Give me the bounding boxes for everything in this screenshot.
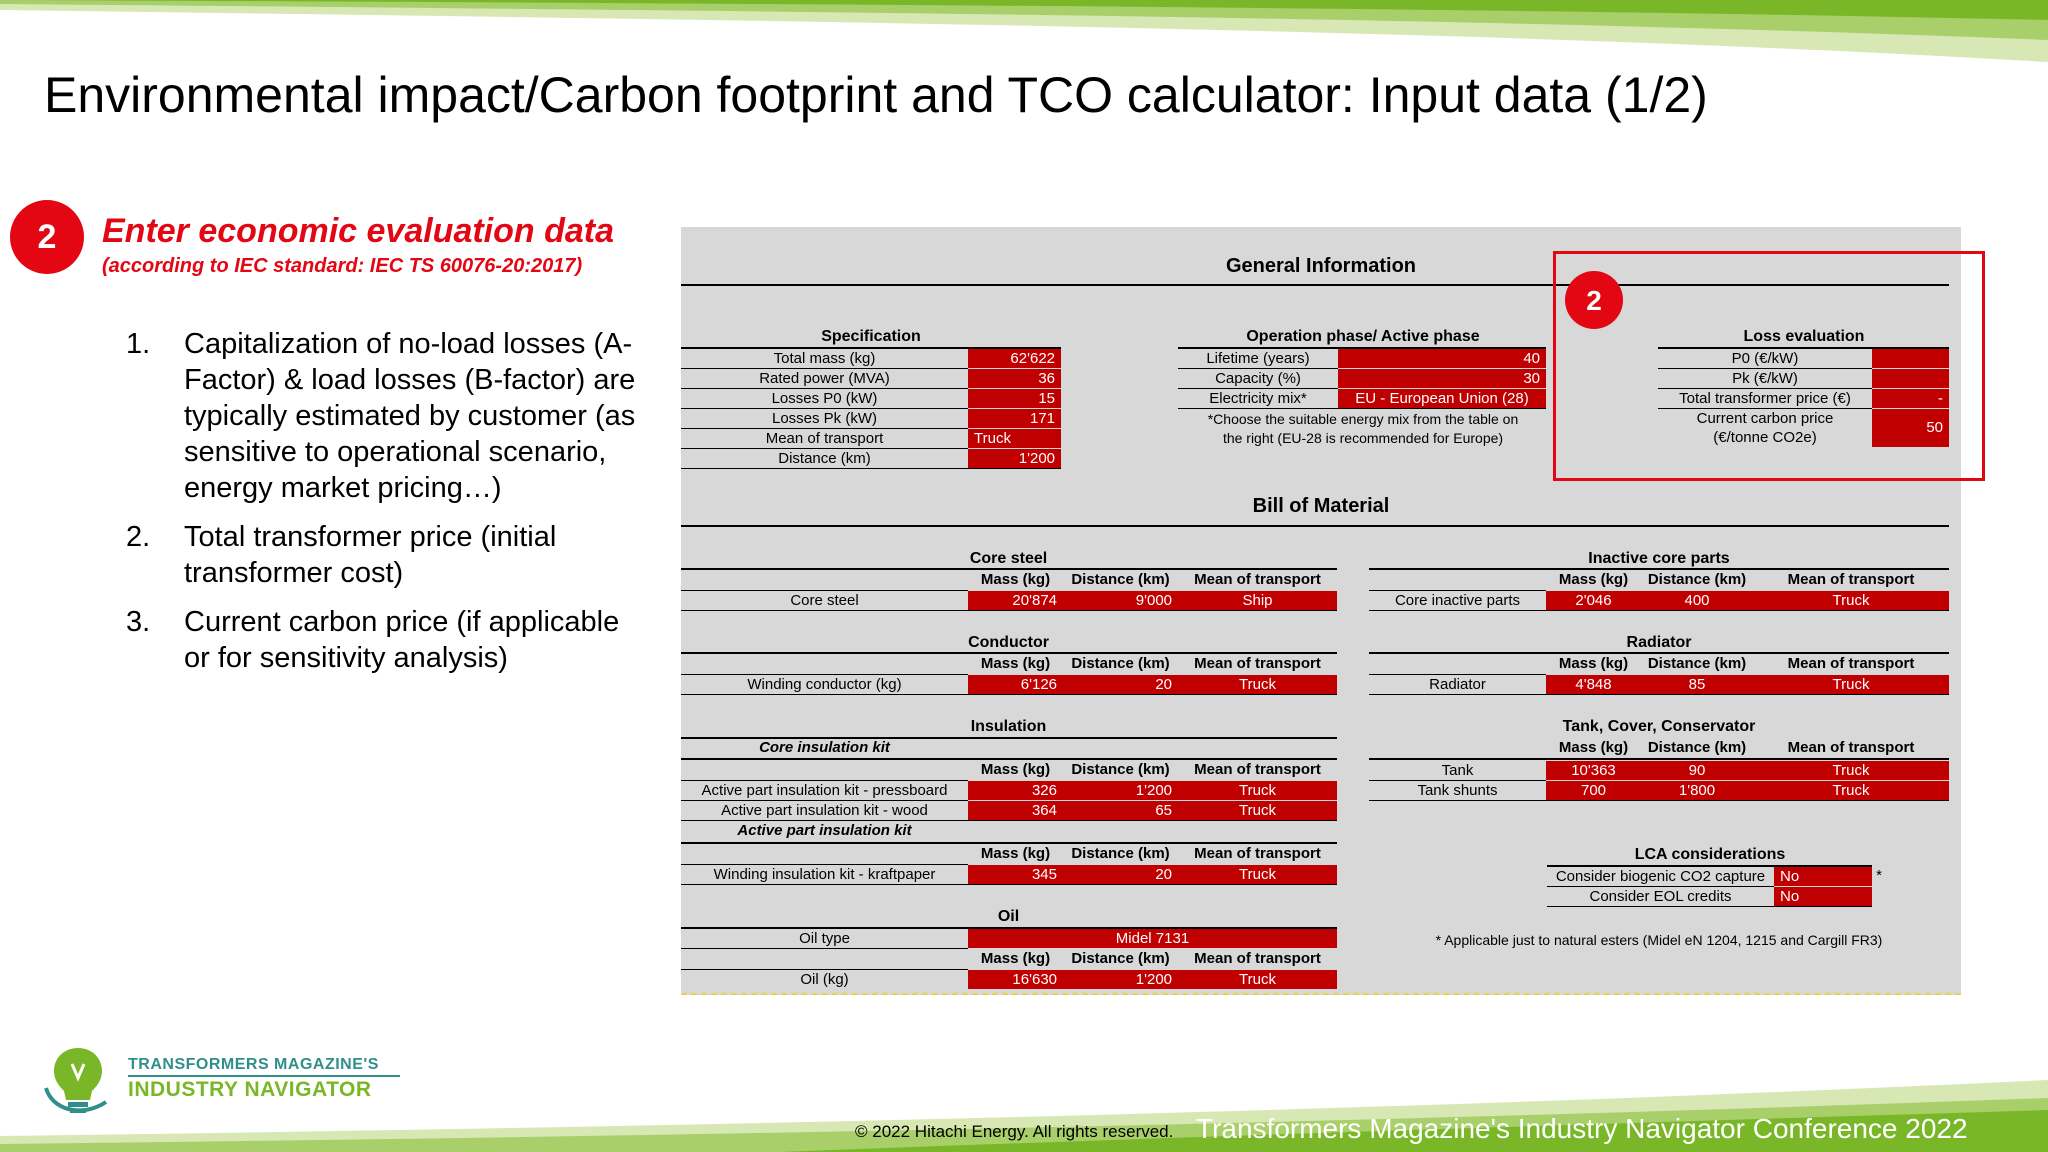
distance-header: Distance (km) [1071, 950, 1170, 967]
transport-header: Mean of transport [1787, 739, 1915, 756]
bom-distance[interactable]: 85 [1641, 675, 1753, 694]
bom-transport[interactable]: Truck [1753, 591, 1949, 610]
slide-title: Environmental impact/Carbon footprint and TCO calculator: Input data (1/2) [44, 67, 1708, 123]
transport-header: Mean of transport [1194, 845, 1321, 862]
distance-header: Distance (km) [1071, 845, 1170, 862]
spec-label: Losses P0 (kW) [771, 390, 878, 407]
lightbulb-icon [42, 1044, 114, 1120]
bill-of-material-title: Bill of Material [1252, 495, 1390, 517]
transport-header: Mean of transport [1194, 655, 1321, 672]
section-subheading: (according to IEC standard: IEC TS 60076-20:2017) [102, 255, 583, 277]
mass-header: Mass (kg) [1558, 655, 1629, 672]
conference-name: Transformers Magazine's Industry Navigator Conference 2022 [1196, 1113, 1968, 1144]
operation-value[interactable]: 30 [1338, 369, 1546, 388]
spec-value[interactable]: 15 [968, 389, 1061, 408]
distance-header: Distance (km) [1071, 761, 1170, 778]
bom-mass[interactable]: 10'363 [1546, 761, 1641, 780]
transport-header: Mean of transport [1194, 571, 1321, 588]
bom-distance[interactable]: 20 [1063, 865, 1178, 884]
insulation-title: Insulation [970, 718, 1047, 735]
bom-row-label: Tank shunts [1417, 782, 1498, 799]
step-badge: 2 [10, 200, 84, 274]
spec-value[interactable]: 62'622 [968, 349, 1061, 368]
bom-row-label: Winding conductor (kg) [747, 676, 902, 693]
bom-distance[interactable]: 1'200 [1063, 781, 1178, 800]
carbon-price-unit: (€/tonne CO2e) [1713, 429, 1817, 446]
bom-transport[interactable]: Truck [1178, 801, 1337, 820]
bom-distance[interactable]: 90 [1641, 761, 1753, 780]
mass-header: Mass (kg) [980, 845, 1051, 862]
transport-header: Mean of transport [1194, 950, 1321, 967]
bom-transport[interactable]: Truck [1753, 781, 1949, 800]
bom-row-label: Active part insulation kit - wood [721, 802, 928, 819]
list-number: 1. [126, 328, 151, 360]
loss-evaluation-highlight-box [1553, 251, 1985, 481]
spec-label: Rated power (MVA) [759, 370, 890, 387]
list-number: 2. [126, 521, 151, 553]
bom-mass[interactable]: 345 [968, 865, 1063, 884]
bom-row-label: Winding insulation kit - kraftpaper [713, 866, 936, 883]
spec-label: Total mass (kg) [773, 350, 876, 367]
mass-header: Mass (kg) [980, 950, 1051, 967]
bom-distance[interactable]: 9'000 [1063, 591, 1178, 610]
list-text: Total transformer price (initial transformer cost) [184, 521, 557, 589]
list-text: Current carbon price (if applicable or for sensitivity analysis) [184, 606, 620, 674]
bom-mass[interactable]: 364 [968, 801, 1063, 820]
bom-mass[interactable]: 2'046 [1546, 591, 1641, 610]
operation-label: Electricity mix* [1209, 390, 1307, 407]
list-number: 3. [126, 606, 151, 638]
bom-mass[interactable]: 6'126 [968, 675, 1063, 694]
transport-header: Mean of transport [1194, 761, 1321, 778]
bom-transport[interactable]: Truck [1178, 970, 1337, 989]
spec-value[interactable]: Truck [968, 429, 1061, 448]
conductor-title: Conductor [968, 634, 1049, 651]
operation-note: *Choose the suitable energy mix from the table on [1207, 411, 1519, 427]
oil-type-label: Oil type [799, 930, 850, 947]
spec-value[interactable]: 171 [968, 409, 1061, 428]
list-text: Capitalization of no-load losses (A-Factor) & load losses (B-factor) are typically estimated by customer (as sensitive to operational scenario, energy market pricing…) [184, 328, 636, 504]
distance-header: Distance (km) [1647, 739, 1747, 756]
loss-label: Pk (€/kW) [1732, 370, 1798, 387]
operation-value[interactable]: 40 [1338, 349, 1546, 368]
spec-value[interactable]: 1'200 [968, 449, 1061, 468]
operation-label: Lifetime (years) [1206, 350, 1310, 367]
spec-value[interactable]: 36 [968, 369, 1061, 388]
top-wave-decoration [0, 0, 2048, 70]
core-insulation-subtitle: Core insulation kit [759, 739, 890, 756]
bom-mass[interactable]: 4'848 [1546, 675, 1641, 694]
distance-header: Distance (km) [1647, 571, 1747, 588]
eol-credits-select[interactable]: No [1774, 887, 1872, 906]
carbon-price-label: Current carbon price [1696, 410, 1834, 427]
loss-label: P0 (€/kW) [1731, 350, 1799, 367]
loss-label: Total transformer price (€) [1679, 390, 1851, 407]
transport-header: Mean of transport [1787, 571, 1915, 588]
radiator-title: Radiator [1626, 634, 1692, 651]
operation-note: the right (EU-28 is recommended for Europe) [1222, 430, 1504, 446]
bom-distance[interactable]: 400 [1641, 591, 1753, 610]
bom-row-label: Tank [1441, 762, 1474, 779]
bom-row-label: Core steel [790, 592, 859, 609]
inactive-core-parts-title: Inactive core parts [1588, 550, 1730, 567]
logo-text-top: TRANSFORMERS MAGAZINE'S [128, 1056, 379, 1073]
list-item [126, 604, 646, 676]
lca-note: * Applicable just to natural esters (Midel eN 1204, 1215 and Cargill FR3) [1435, 932, 1883, 948]
list-item [126, 519, 646, 591]
tank-title: Tank, Cover, Conservator [1562, 718, 1756, 735]
spec-label: Losses Pk (kW) [771, 410, 877, 427]
bom-transport[interactable]: Truck [1178, 675, 1337, 694]
distance-header: Distance (km) [1071, 655, 1170, 672]
bom-mass[interactable]: 700 [1546, 781, 1641, 800]
oil-type-select[interactable]: Midel 7131 [968, 929, 1337, 948]
lca-footnote-mark: * [1876, 867, 1882, 884]
numbered-list [126, 326, 646, 689]
mass-header: Mass (kg) [1558, 739, 1629, 756]
mass-header: Mass (kg) [1558, 571, 1629, 588]
copyright-text: © 2022 Hitachi Energy. All rights reserved. [855, 1122, 1174, 1141]
loss-evaluation-title: Loss evaluation [1743, 328, 1865, 345]
industry-navigator-logo [40, 1040, 420, 1120]
electricity-mix-select[interactable]: EU - European Union (28) [1338, 389, 1546, 408]
section-heading: Enter economic evaluation data [102, 212, 615, 250]
specification-title: Specification [821, 328, 921, 345]
mass-header: Mass (kg) [980, 655, 1051, 672]
operation-label: Capacity (%) [1215, 370, 1301, 387]
lca-title: LCA considerations [1634, 846, 1786, 863]
bom-row-label: Core inactive parts [1394, 592, 1521, 609]
bom-mass[interactable]: 20'874 [968, 591, 1063, 610]
bom-transport[interactable]: Truck [1178, 781, 1337, 800]
bom-distance[interactable]: 65 [1063, 801, 1178, 820]
loss-value[interactable]: - [1872, 389, 1949, 408]
bom-distance[interactable]: 1'800 [1641, 781, 1753, 800]
carbon-price-value[interactable]: 50 [1872, 409, 1949, 447]
bom-transport[interactable]: Truck [1753, 675, 1949, 694]
operation-title: Operation phase/ Active phase [1246, 328, 1480, 345]
distance-header: Distance (km) [1071, 571, 1170, 588]
loss-evaluation-badge: 2 [1565, 271, 1623, 329]
lca-label: Consider biogenic CO2 capture [1555, 868, 1766, 885]
bom-distance[interactable]: 20 [1063, 675, 1178, 694]
bom-row-label: Oil (kg) [800, 971, 849, 988]
oil-title: Oil [997, 908, 1020, 925]
mass-header: Mass (kg) [980, 571, 1051, 588]
spec-label: Distance (km) [778, 450, 871, 467]
bom-distance[interactable]: 1'200 [1063, 970, 1178, 989]
transport-header: Mean of transport [1787, 655, 1915, 672]
bom-mass[interactable]: 16'630 [968, 970, 1063, 989]
spec-label: Mean of transport [765, 430, 884, 447]
bom-transport[interactable]: Truck [1753, 761, 1949, 780]
lca-label: Consider EOL credits [1589, 888, 1732, 905]
active-part-insulation-subtitle: Active part insulation kit [737, 822, 912, 839]
bom-transport[interactable]: Truck [1178, 865, 1337, 884]
logo-text-bottom: INDUSTRY NAVIGATOR [128, 1078, 372, 1101]
general-information-title: General Information [1225, 255, 1417, 277]
bom-transport[interactable]: Ship [1178, 591, 1337, 610]
list-item [126, 326, 646, 506]
bom-mass[interactable]: 326 [968, 781, 1063, 800]
core-steel-title: Core steel [969, 550, 1048, 567]
mass-header: Mass (kg) [980, 761, 1051, 778]
bom-row-label: Active part insulation kit - pressboard [701, 782, 948, 799]
bom-row-label: Radiator [1429, 676, 1486, 693]
biogenic-co2-select[interactable]: No [1774, 867, 1872, 886]
distance-header: Distance (km) [1647, 655, 1747, 672]
